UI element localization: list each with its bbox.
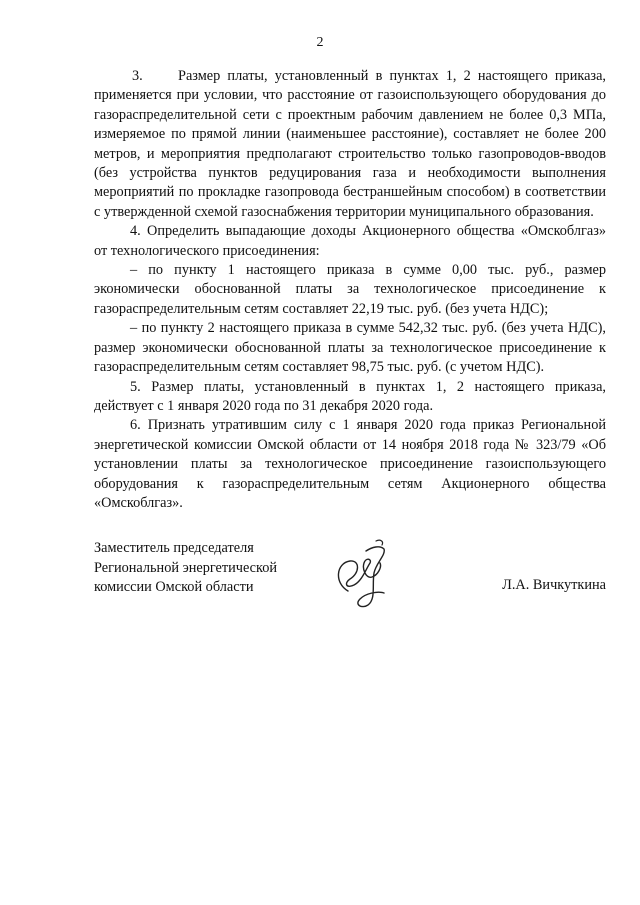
paragraph-3-number: 3. xyxy=(132,68,143,84)
signatory-title xyxy=(94,539,277,598)
paragraph-4-item-2: – по пункту 2 настоящего приказа в сумме 542,32 тыс. руб. (без учета НДС), размер экономически обоснованной платы за технологическое присоединение к газораспределительным сетям составляет 98,75 тыс. руб. (с учетом НДС). xyxy=(94,320,606,376)
signatory-title-line-3: комиссии Омской области xyxy=(94,579,254,596)
paragraph-5: 5. Размер платы, установленный в пунктах 1, 2 настоящего приказа, действует с 1 января 2020 года по 31 декабря 2020 года. xyxy=(94,378,606,414)
page-number: 2 xyxy=(316,35,324,50)
paragraph-4-item-1: – по пункту 1 настоящего приказа в сумме 0,00 тыс. руб., размер экономически обоснованной платы за технологическое присоединение к газораспределительным сетям составляет 22,19 тыс. руб. (без учета НДС); xyxy=(94,262,606,317)
signature-block xyxy=(94,539,606,619)
document-body xyxy=(94,67,606,513)
signatory-name: Л.А. Вичкуткина xyxy=(502,577,606,593)
paragraph-6: 6. Признать утратившим силу с 1 января 2020 года приказ Региональной энергетической комиссии Омской области от 14 ноября 2018 года № 323/79 «Об установлении платы за технологическое присоединение газоиспользующего оборудования к газораспределительным сетям Акционерного общества «Омскоблгаз». xyxy=(94,417,606,511)
signatory-title-line-2: Региональной энергетической xyxy=(94,559,278,576)
signatory-title-line-1: Заместитель председателя xyxy=(94,540,254,556)
handwritten-signature xyxy=(326,533,396,613)
paragraph-3 xyxy=(94,67,606,222)
paragraph-3-text: Размер платы, установленный в пунктах 1, 2 настоящего приказа, применяется при условии, что расстояние от газоиспользующего оборудования до газораспределительной сети с проектным рабочим давлением не более 0,3 МПа, измеряемое по прямой линии (наименьшее расстояние), составляет не более 200 метров, и мероприятия предполагают строительство только газопроводов-вводов (без устройства пунктов редуцирования газа и необходимости выполнения мероприятий по прокладке газопровода бестраншейным способом) в соответствии с утвержденной схемой газоснабжения территории муниципального образования. xyxy=(94,68,606,220)
paragraph-4: 4. Определить выпадающие доходы Акционерного общества «Омскоблгаз» от технологического присоединения: xyxy=(94,223,606,259)
